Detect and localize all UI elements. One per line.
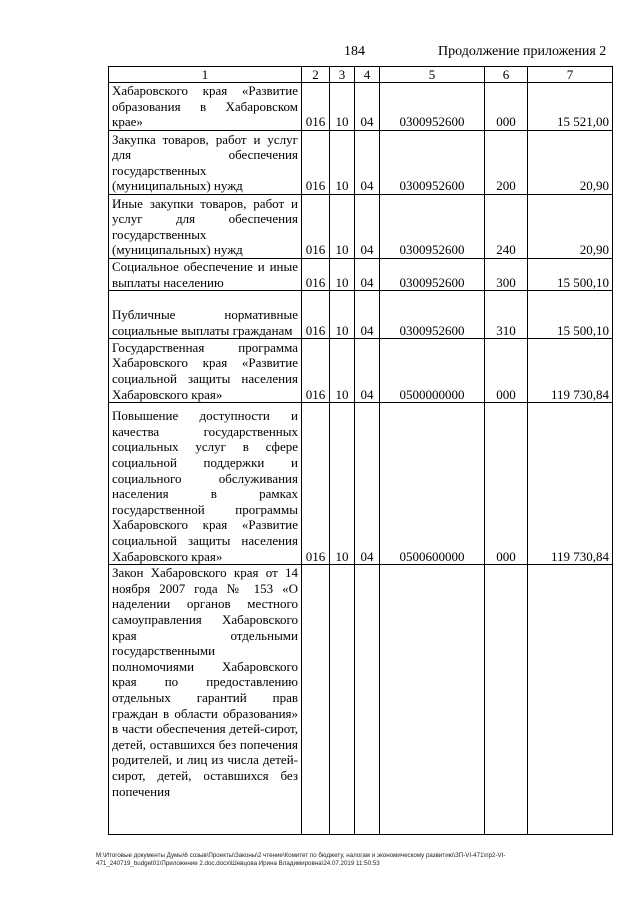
page-header bbox=[0, 44, 640, 64]
amount: 15 500,10 bbox=[528, 291, 613, 339]
amount: 20,90 bbox=[528, 131, 613, 195]
expense-name-cell bbox=[109, 83, 302, 131]
target-item-code: 0300952600 bbox=[380, 291, 485, 339]
section-code: 10 bbox=[330, 291, 355, 339]
expense-name-cell bbox=[109, 291, 302, 339]
column-header: 5 bbox=[380, 67, 485, 83]
section-code: 10 bbox=[330, 259, 355, 291]
expense-type-code: 310 bbox=[485, 291, 528, 339]
expense-name-cell bbox=[109, 195, 302, 259]
ministry-code bbox=[302, 565, 330, 835]
target-item-code bbox=[380, 565, 485, 835]
target-item-code: 0300952600 bbox=[380, 259, 485, 291]
amount: 119 730,84 bbox=[528, 403, 613, 565]
table-row bbox=[109, 195, 613, 259]
expense-type-code: 000 bbox=[485, 83, 528, 131]
section-code: 10 bbox=[330, 403, 355, 565]
column-number-row bbox=[109, 67, 613, 83]
table-row bbox=[109, 259, 613, 291]
column-header: 4 bbox=[355, 67, 380, 83]
expense-name: Иные закупки товаров, работ и услуг для обеспечения государственных (муниципальных) нужд bbox=[112, 195, 298, 258]
expense-type-code bbox=[485, 565, 528, 835]
target-item-code: 0300952600 bbox=[380, 83, 485, 131]
expense-name: Повышение доступности и качества государственных социальных услуг в сфере социальной поддержки и социального обслуживания населения в рамках государственной программы Хабаровского края «Развитие социальной защиты населения Хабаровского края» bbox=[112, 408, 298, 564]
expense-name-cell bbox=[109, 259, 302, 291]
expense-name: Закон Хабаровского края от 14 ноября 2007 года № 153 «О наделении органов местного самоуправления Хабаровского края отдельными государственными полномочиями Хабаровского края по предоставлению отдельных гарантий прав граждан в области образования» в части обеспечения детей-сирот, детей, оставшихся без попечения родителей, и лиц из числа детей-сирот, детей, оставшихся без попечения bbox=[112, 565, 298, 799]
expense-name-cell bbox=[109, 339, 302, 403]
ministry-code: 016 bbox=[302, 259, 330, 291]
page-number: 184 bbox=[344, 44, 365, 59]
target-item-code: 0300952600 bbox=[380, 195, 485, 259]
expense-name: Социальное обеспечение и иные выплаты населению bbox=[112, 259, 298, 290]
section-code: 10 bbox=[330, 83, 355, 131]
amount: 15 500,10 bbox=[528, 259, 613, 291]
ministry-code: 016 bbox=[302, 83, 330, 131]
document-path-footer bbox=[96, 852, 622, 868]
table-row bbox=[109, 131, 613, 195]
subsection-code: 04 bbox=[355, 195, 380, 259]
appendix-continuation-label: Продолжение приложения 2 bbox=[438, 44, 607, 59]
table-row bbox=[109, 83, 613, 131]
ministry-code: 016 bbox=[302, 131, 330, 195]
subsection-code: 04 bbox=[355, 259, 380, 291]
expense-type-code: 200 bbox=[485, 131, 528, 195]
table-row bbox=[109, 339, 613, 403]
ministry-code: 016 bbox=[302, 291, 330, 339]
expense-type-code: 000 bbox=[485, 339, 528, 403]
subsection-code: 04 bbox=[355, 83, 380, 131]
section-code bbox=[330, 565, 355, 835]
column-header: 7 bbox=[528, 67, 613, 83]
footer-path-line: 471_240719_budget01\Приложение 2.doc.docx\Шевцова Ирина Владимировна\24.07.2019 11:50:53 bbox=[96, 860, 380, 867]
ministry-code: 016 bbox=[302, 195, 330, 259]
budget-table bbox=[108, 66, 613, 835]
table-row bbox=[109, 291, 613, 339]
section-code: 10 bbox=[330, 195, 355, 259]
ministry-code: 016 bbox=[302, 403, 330, 565]
footer-path-line: M:\Итоговые документы Думы\6 созыв\Проекты\Законы\2 чтение\Комитет по бюджету, налогам и экономическому развитию\ЗП-VI-471\пр2-VI- bbox=[96, 852, 506, 859]
target-item-code: 0300952600 bbox=[380, 131, 485, 195]
expense-name: Хабаровского края «Развитие образования в Хабаровском крае» bbox=[112, 83, 298, 130]
table-row bbox=[109, 565, 613, 835]
amount: 15 521,00 bbox=[528, 83, 613, 131]
target-item-code: 0500000000 bbox=[380, 339, 485, 403]
amount: 119 730,84 bbox=[528, 339, 613, 403]
ministry-code: 016 bbox=[302, 339, 330, 403]
column-header: 1 bbox=[109, 67, 302, 83]
expense-name: Публичные нормативные социальные выплаты гражданам bbox=[112, 307, 298, 338]
subsection-code: 04 bbox=[355, 339, 380, 403]
expense-type-code: 240 bbox=[485, 195, 528, 259]
subsection-code bbox=[355, 565, 380, 835]
expense-name: Государственная программа Хабаровского края «Развитие социальной защиты населения Хабаровского края» bbox=[112, 339, 298, 402]
column-header: 6 bbox=[485, 67, 528, 83]
target-item-code: 0500600000 bbox=[380, 403, 485, 565]
section-code: 10 bbox=[330, 131, 355, 195]
section-code: 10 bbox=[330, 339, 355, 403]
subsection-code: 04 bbox=[355, 291, 380, 339]
expense-name-cell bbox=[109, 131, 302, 195]
expense-name-cell bbox=[109, 403, 302, 565]
table-row bbox=[109, 403, 613, 565]
subsection-code: 04 bbox=[355, 403, 380, 565]
column-header: 3 bbox=[330, 67, 355, 83]
expense-type-code: 000 bbox=[485, 403, 528, 565]
column-header: 2 bbox=[302, 67, 330, 83]
subsection-code: 04 bbox=[355, 131, 380, 195]
expense-name: Закупка товаров, работ и услуг для обеспечения государственных (муниципальных) нужд bbox=[112, 131, 298, 194]
expense-name-cell bbox=[109, 565, 302, 835]
expense-type-code: 300 bbox=[485, 259, 528, 291]
amount bbox=[528, 565, 613, 835]
amount: 20,90 bbox=[528, 195, 613, 259]
